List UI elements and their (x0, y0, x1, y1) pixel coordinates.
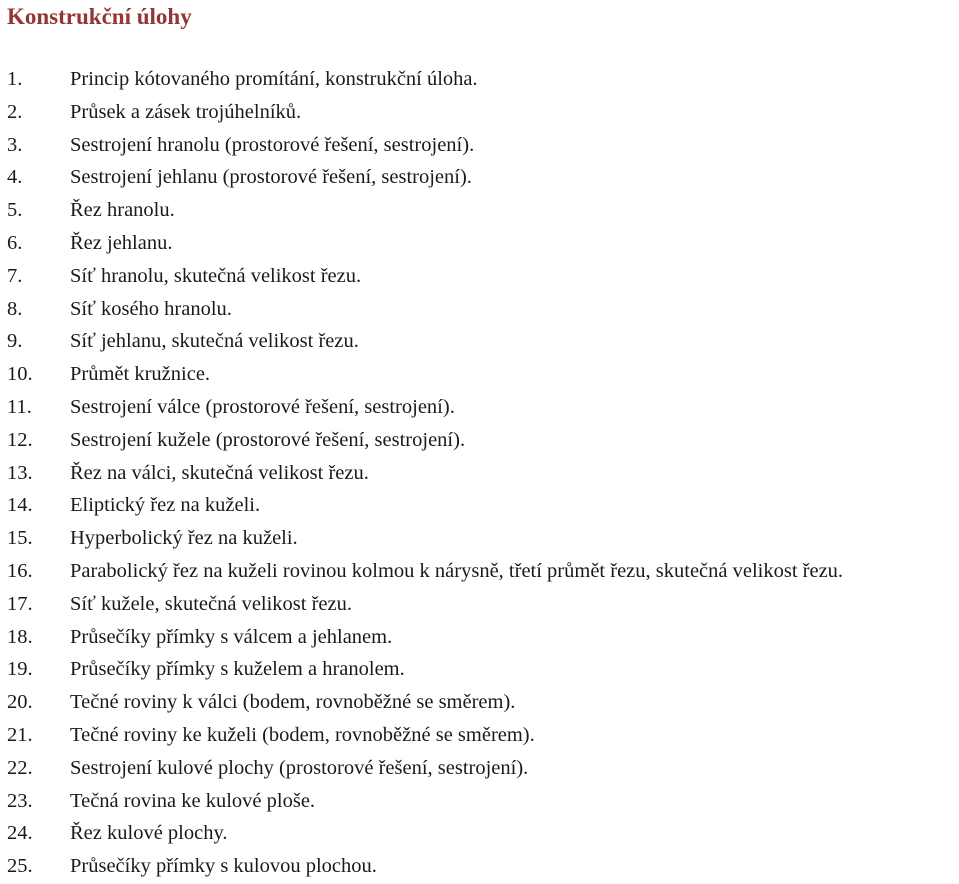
list-item-number: 11. (7, 395, 32, 418)
list-item-text: Průsečíky přímky s kulovou plochou. (70, 855, 377, 878)
list-item-text: Průsečíky přímky s válcem a jehlanem. (70, 625, 393, 648)
list-item-text: Síť kužele, skutečná velikost řezu. (70, 592, 353, 615)
list-item-number: 6. (7, 231, 23, 254)
list-item-number: 10. (7, 363, 33, 386)
list-item-text: Sestrojení kulové plochy (prostorové řešení, sestrojení). (70, 756, 529, 779)
list-item-text: Průmět kružnice. (70, 363, 211, 386)
list-item-number: 24. (7, 822, 33, 845)
list-item-text: Eliptický řez na kuželi. (70, 494, 261, 517)
list-item-number: 20. (7, 691, 33, 714)
list-item-number: 19. (7, 658, 33, 681)
list-item-number: 18. (7, 625, 33, 648)
list-item-number: 15. (7, 527, 33, 550)
list-item-text: Hyperbolický řez na kuželi. (70, 527, 298, 550)
list-item-number: 14. (7, 494, 33, 517)
list-item-text: Sestrojení jehlanu (prostorové řešení, sestrojení). (70, 166, 472, 189)
list-item-number: 16. (7, 559, 33, 582)
list-item-text: Tečné roviny ke kuželi (bodem, rovnoběžné se směrem). (70, 723, 535, 746)
list-item-number: 8. (7, 297, 23, 320)
list-item-text: Sestrojení válce (prostorové řešení, sestrojení). (70, 395, 455, 418)
list-item-text: Průsečíky přímky s kuželem a hranolem. (70, 658, 405, 681)
list-item-number: 2. (7, 100, 23, 123)
list-item-number: 1. (7, 68, 23, 90)
list-item-text: Tečné roviny k válci (bodem, rovnoběžné se směrem). (70, 691, 516, 714)
list-item-number: 22. (7, 756, 33, 779)
list-item-text: Průsek a zásek trojúhelníků. (70, 100, 302, 123)
list-item-text: Řez jehlanu. (70, 231, 173, 254)
list-item-number: 9. (7, 330, 23, 353)
list-item-text: Tečná rovina ke kulové ploše. (70, 789, 316, 812)
list-item-text: Řez kulové plochy. (70, 822, 228, 845)
list-item-text: Síť kosého hranolu. (70, 297, 232, 320)
list-item-text: Princip kótovaného promítání, konstrukční úloha. (70, 68, 478, 90)
list-item-number: 17. (7, 592, 33, 615)
list-item-text: Síť jehlanu, skutečná velikost řezu. (70, 330, 359, 353)
list-item-number: 23. (7, 789, 33, 812)
list-item-text: Parabolický řez na kuželi rovinou kolmou k nárysně, třetí průmět řezu, skutečná velikost řezu. (70, 559, 844, 582)
page-title: Konstrukční úlohy (7, 4, 192, 29)
list-item-number: 12. (7, 428, 33, 451)
list-item-text: Sestrojení hranolu (prostorové řešení, sestrojení). (70, 133, 475, 156)
list-item-number: 4. (7, 166, 23, 189)
list-item-number: 13. (7, 461, 33, 484)
list-item-text: Sestrojení kužele (prostorové řešení, sestrojení). (70, 428, 466, 451)
list-item-number: 25. (7, 855, 33, 878)
list-item-text: Řez na válci, skutečná velikost řezu. (70, 461, 369, 484)
list-item-text: Síť hranolu, skutečná velikost řezu. (70, 264, 362, 287)
list-item-number: 3. (7, 133, 23, 156)
list-item-text: Řez hranolu. (70, 199, 175, 222)
list-item-number: 7. (7, 264, 23, 287)
list-item-number: 5. (7, 199, 23, 222)
list-item-number: 21. (7, 723, 33, 746)
